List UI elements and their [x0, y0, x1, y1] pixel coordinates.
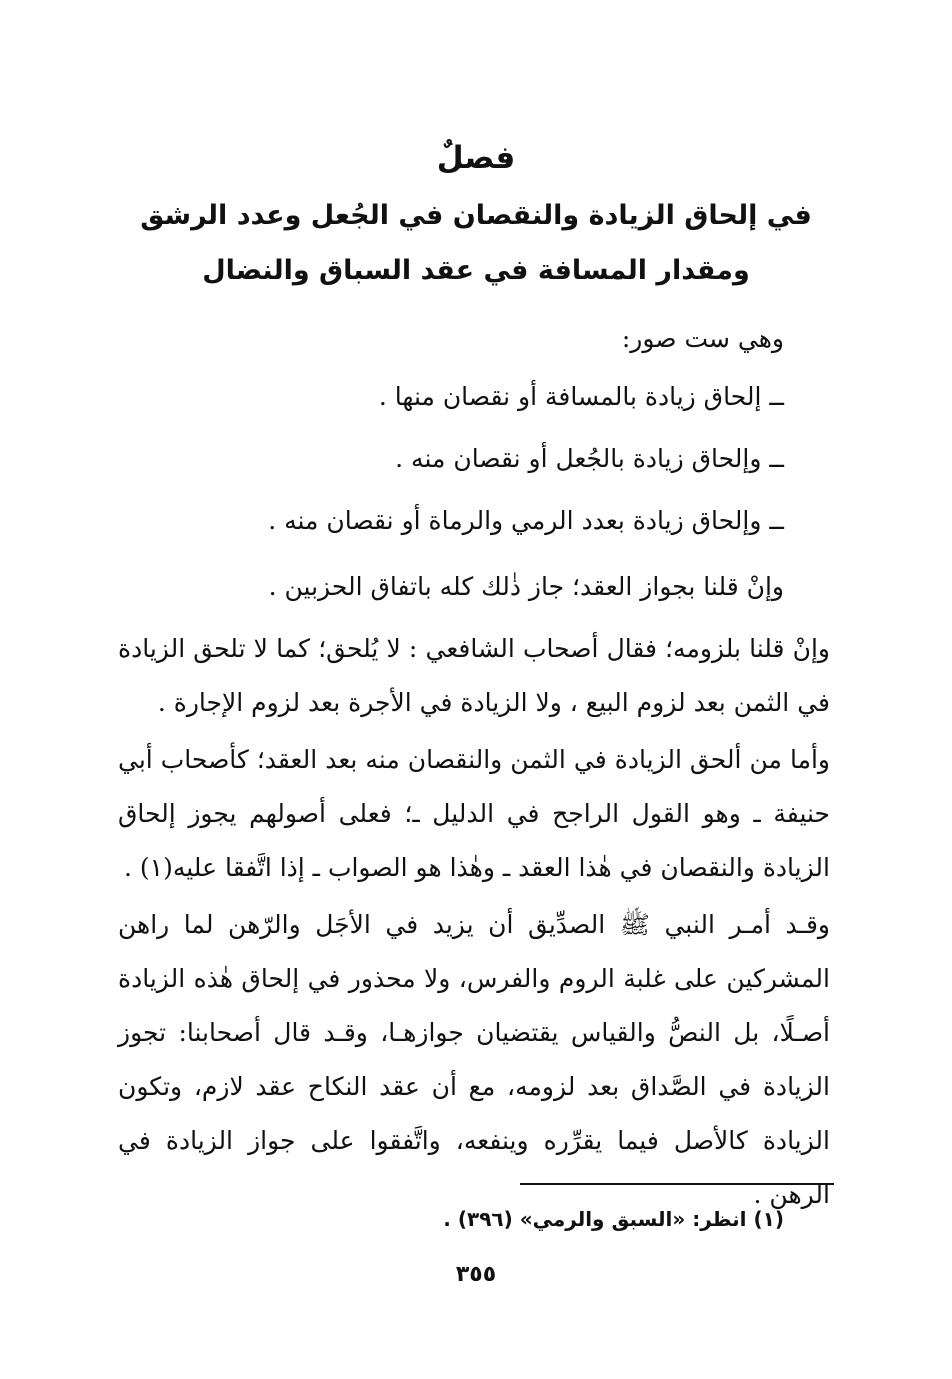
- body-paragraph: وأما من ألحق الزيادة في الثمن والنقصان منه بعد العقد؛ كأصحاب أبي حنيفة ـ وهو القول الراجح في الدليل ـ؛ فعلى أصولهم يجوز إلحاق الزيادة والنقصان في هٰذا العقد ـ وهٰذا هو الصواب ـ إذا اتَّفقا عليه(١) .: [118, 745, 830, 882]
- section-subtitle-line2: ومقدار المسافة في عقد السباق والنضال: [202, 255, 750, 286]
- footnote: (١) انظر: «السبق والرمي» (٣٩٦) .: [443, 1207, 784, 1231]
- body-paragraph: وإنْ قلنا بلزومه؛ فقال أصحاب الشافعي : لا يُلحق؛ كما لا تلحق الزيادة في الثمن بعد لزوم البيع ، ولا الزيادة في الأجرة بعد لزوم الإجارة .: [118, 634, 830, 717]
- page-number: ٣٥٥: [455, 1262, 497, 1287]
- case-item: ــ وإلحاق زيادة بالجُعل أو نقصان منه .: [395, 444, 784, 473]
- intro-line: وهي ست صور:: [621, 324, 784, 353]
- section-subtitle-line1: في إلحاق الزيادة والنقصان في الجُعل وعدد الرشق: [140, 200, 812, 231]
- footnote-separator: [520, 1183, 834, 1185]
- section-title: فصلٌ: [436, 140, 516, 176]
- body-paragraph: وقـد أمـر النبي ﷺ الصدِّيق أن يزيد في الأجَل والرّهن لما راهن المشركين على غلبة الروم والفرس، ولا محذور في إلحاق هٰذه الزيادة أصـلًا، بل النصُّ والقياس يقتضيان جوازهـا، وقـد قال أصحابنا: تجوز الزيادة في الصَّداق بعد لزومه، مع أن عقد النكاح عقد لازم، وتكون الزيادة كالأصل فيما يقرِّره وينفعه، واتَّفقوا على جواز الزيادة في الرهن .: [118, 910, 830, 1209]
- case-item: ــ إلحاق زيادة بالمسافة أو نقصان منها .: [378, 382, 784, 411]
- body-paragraph: وإنْ قلنا بجواز العقد؛ جاز ذٰلك كله باتفاق الحزبين .: [268, 572, 784, 601]
- case-item: ــ وإلحاق زيادة بعدد الرمي والرماة أو نقصان منه .: [268, 506, 784, 535]
